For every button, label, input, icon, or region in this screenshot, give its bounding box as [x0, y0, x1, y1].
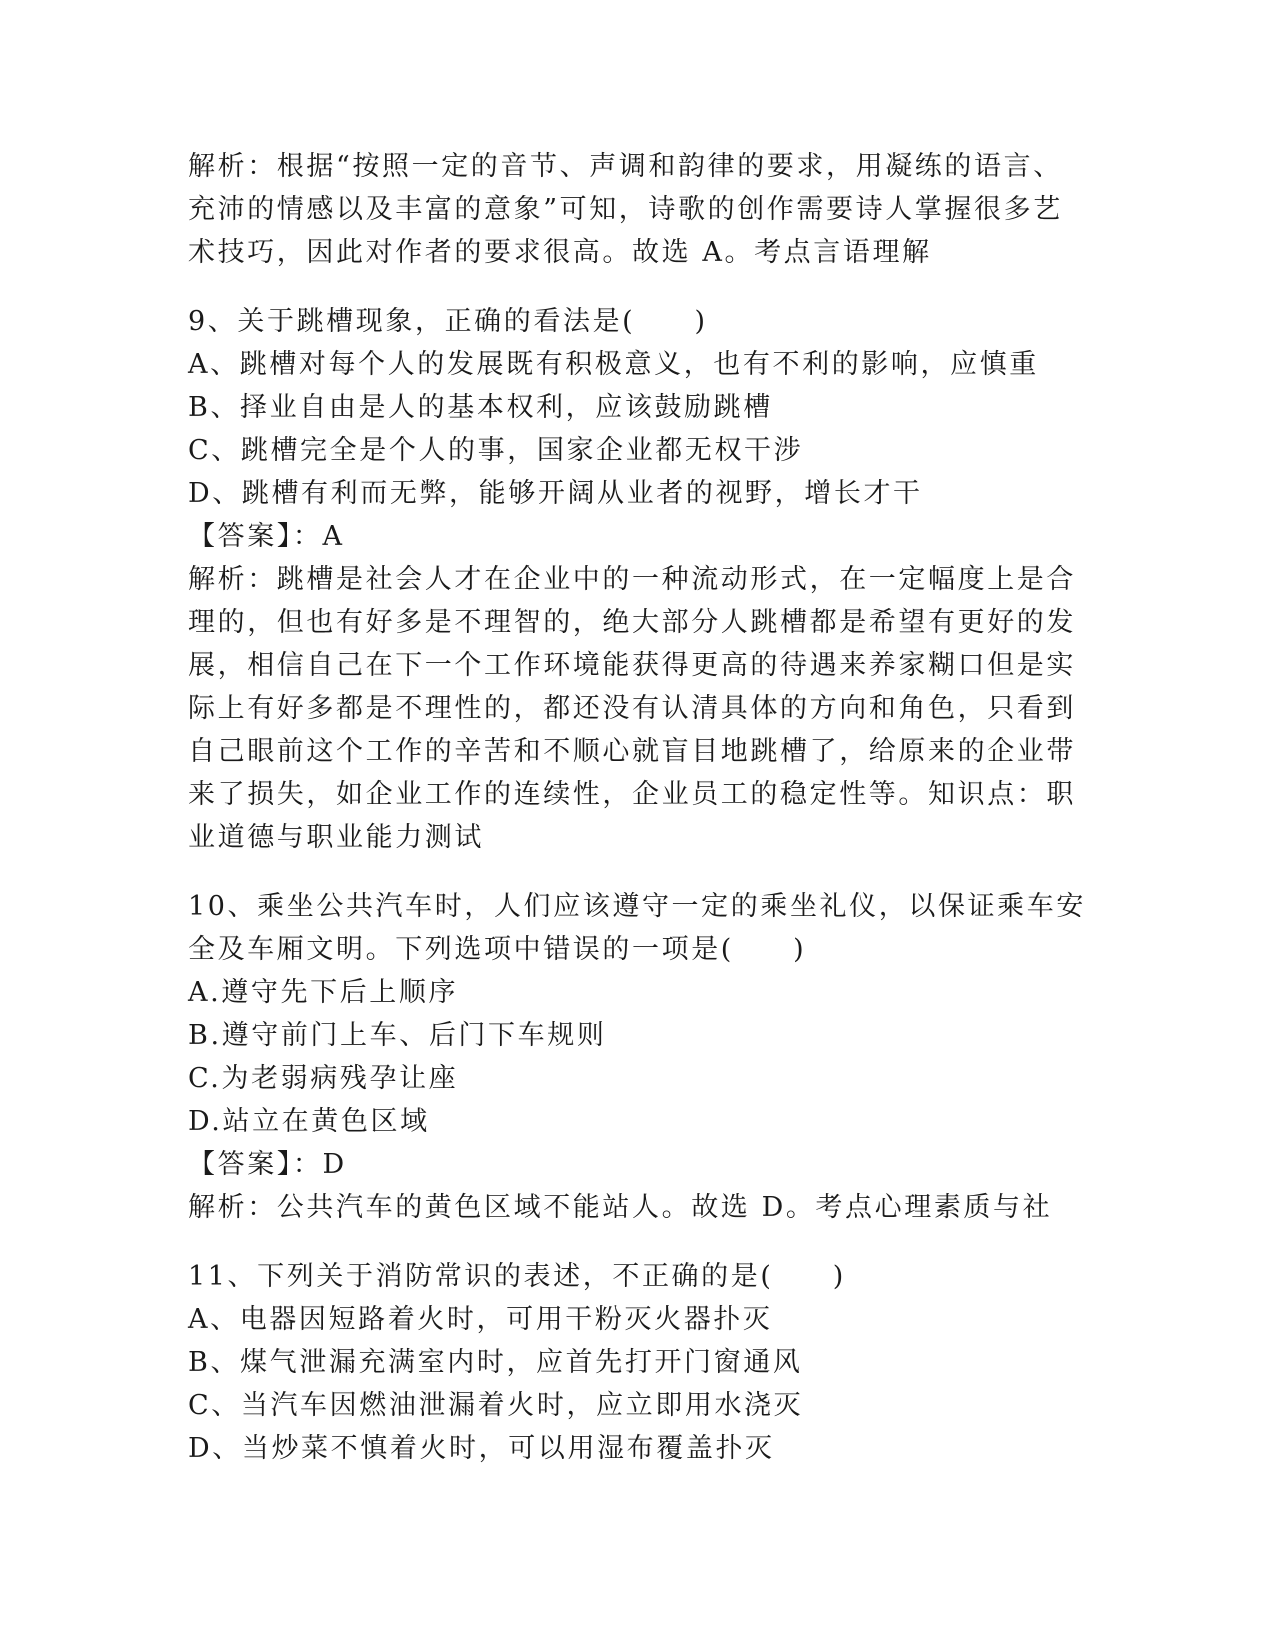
question-10	[188, 885, 1086, 1229]
option-c: C.为老弱病残孕让座	[188, 1063, 459, 1094]
option-b: B、煤气泄漏充满室内时，应首先打开门窗通风	[188, 1347, 803, 1378]
question-9	[188, 300, 1076, 859]
explanation-line: 自己眼前这个工作的辛苦和不顺心就盲目地跳槽了，给原来的企业带	[188, 736, 1076, 767]
option-d: D.站立在黄色区域	[188, 1106, 430, 1137]
prev-explanation	[188, 145, 1068, 274]
explanation-line: 际上有好多都是不理性的，都还没有认清具体的方向和角色，只看到	[188, 693, 1076, 724]
option-c: C、跳槽完全是个人的事，国家企业都无权干涉	[188, 435, 804, 466]
question-11	[188, 1255, 1068, 1470]
option-a: A、电器因短路着火时，可用干粉灭火器扑灭	[188, 1304, 773, 1335]
option-b: B、择业自由是人的基本权利，应该鼓励跳槽	[188, 392, 773, 423]
option-d: D、跳槽有利而无弊，能够开阔从业者的视野，增长才干	[188, 478, 923, 509]
question-text: 10、乘坐公共汽车时，人们应该遵守一定的乘坐礼仪，以保证乘车安	[188, 891, 1086, 922]
option-b: B.遵守前门上车、后门下车规则	[188, 1020, 607, 1051]
question-text: 全及车厢文明。下列选项中错误的一项是( )	[188, 934, 807, 965]
explanation-line: 理的，但也有好多是不理智的，绝大部分人跳槽都是希望有更好的发	[188, 607, 1076, 638]
option-a: A、跳槽对每个人的发展既有积极意义，也有不利的影响，应慎重	[188, 349, 1039, 380]
explanation-line: 解析：跳槽是社会人才在企业中的一种流动形式，在一定幅度上是合	[188, 564, 1076, 595]
option-c: C、当汽车因燃油泄漏着火时，应立即用水浇灭	[188, 1390, 804, 1421]
explanation-line: 解析：公共汽车的黄色区域不能站人。故选 D。考点心理素质与社	[188, 1192, 1053, 1223]
answer: 【答案】：D	[188, 1149, 347, 1180]
explanation-line: 充沛的情感以及丰富的意象”可知，诗歌的创作需要诗人掌握很多艺	[188, 194, 1063, 225]
explanation-line: 解析：根据“按照一定的音节、声调和韵律的要求，用凝练的语言、	[188, 151, 1063, 182]
answer: 【答案】：A	[188, 521, 345, 552]
explanation-line: 展，相信自己在下一个工作环境能获得更高的待遇来养家糊口但是实	[188, 650, 1076, 681]
explanation-line: 术技巧，因此对作者的要求很高。故选 A。考点言语理解	[188, 237, 932, 268]
explanation-line: 来了损失，如企业工作的连续性，企业员工的稳定性等。知识点：职	[188, 779, 1076, 810]
option-a: A.遵守先下后上顺序	[188, 977, 459, 1008]
explanation-line: 业道德与职业能力测试	[188, 822, 484, 853]
document-page	[188, 145, 1086, 1470]
question-text: 11、下列关于消防常识的表述，不正确的是( )	[188, 1261, 846, 1292]
option-d: D、当炒菜不慎着火时，可以用湿布覆盖扑灭	[188, 1433, 775, 1464]
question-text: 9、关于跳槽现象，正确的看法是( )	[188, 306, 708, 337]
